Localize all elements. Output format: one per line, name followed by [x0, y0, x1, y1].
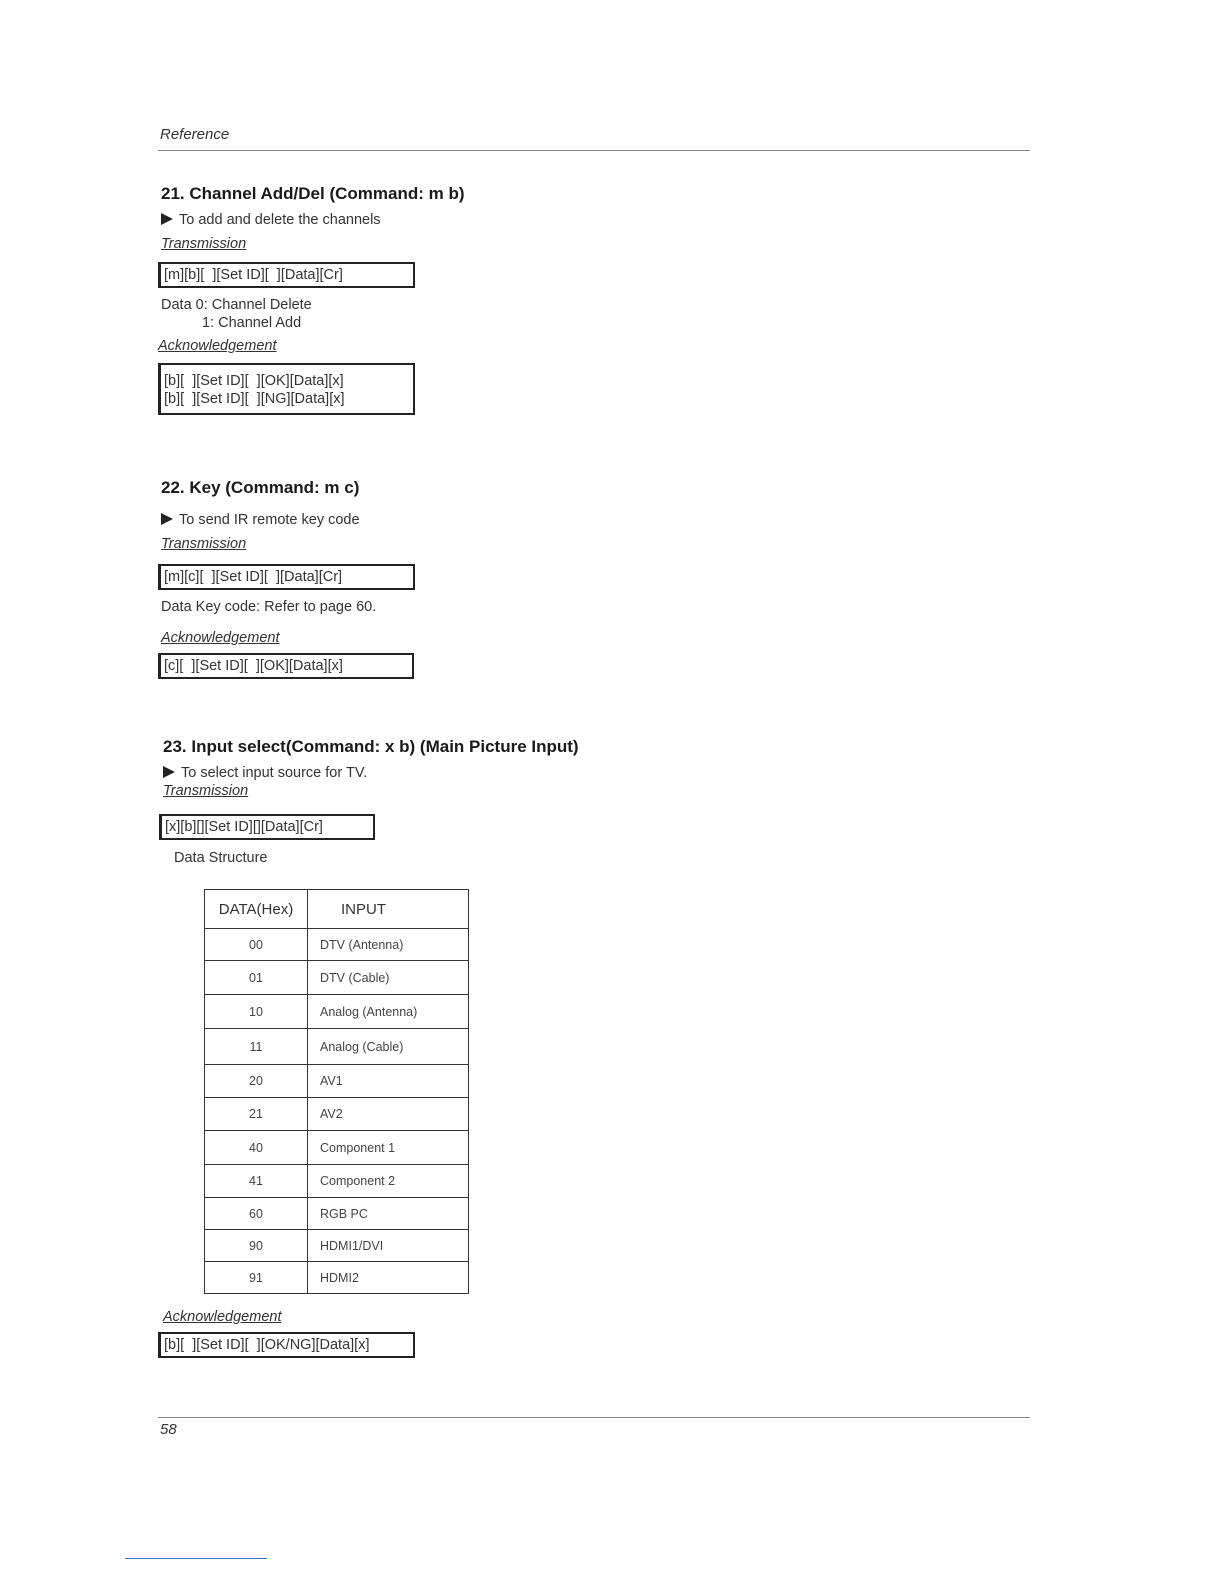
input-cell: Analog (Antenna)	[308, 995, 469, 1029]
hex-cell: 21	[205, 1098, 308, 1131]
bottom-accent-line	[125, 1558, 267, 1559]
section-22-ack-box	[158, 653, 414, 679]
page-number: 58	[160, 1421, 177, 1438]
section-21-ack-label: Acknowledgement	[158, 338, 277, 354]
input-cell: HDMI1/DVI	[308, 1230, 469, 1262]
hex-cell: 10	[205, 995, 308, 1029]
table-row	[205, 961, 469, 995]
input-cell: DTV (Cable)	[308, 961, 469, 995]
section-22-transmission-label: Transmission	[161, 536, 247, 552]
table-row	[205, 1029, 469, 1065]
table-row	[205, 1262, 469, 1294]
section-23-ack-box	[158, 1332, 415, 1358]
table-row	[205, 1065, 469, 1098]
table-row	[205, 995, 469, 1029]
table-header-input: INPUT	[308, 890, 469, 929]
table-row	[205, 1131, 469, 1165]
section-21-ack-box	[158, 363, 415, 415]
section-23-transmission-box	[159, 814, 375, 840]
hex-cell: 20	[205, 1065, 308, 1098]
table-header-row	[205, 890, 469, 929]
table-row	[205, 1198, 469, 1230]
section-22-heading: 22. Key (Command: m c)	[161, 478, 360, 497]
table-header-hex: DATA(Hex)	[205, 890, 308, 929]
input-cell: RGB PC	[308, 1198, 469, 1230]
data-structure-label: Data Structure	[174, 850, 268, 866]
section-23-heading: 23. Input select(Command: x b) (Main Picture Input)	[163, 737, 579, 756]
table-row	[205, 929, 469, 961]
running-header: Reference	[160, 126, 230, 143]
section-23-ack-label: Acknowledgement	[163, 1309, 282, 1325]
header-rule	[158, 150, 1030, 151]
input-cell: AV1	[308, 1065, 469, 1098]
transmission-command: [m][b][ ][Set ID][ ][Data][Cr]	[164, 267, 343, 283]
section-22-ack-label: Acknowledgement	[161, 630, 280, 646]
hex-cell: 40	[205, 1131, 308, 1165]
section-22-data-line: Data Key code: Refer to page 60.	[161, 599, 377, 615]
bullet-arrow-icon	[161, 213, 173, 225]
input-cell: Analog (Cable)	[308, 1029, 469, 1065]
section-21-transmission-label: Transmission	[161, 236, 247, 252]
ack-command: [b][ ][Set ID][ ][NG][Data][x]	[164, 391, 345, 407]
section-21-transmission-box	[158, 262, 415, 288]
hex-cell: 60	[205, 1198, 308, 1230]
ack-command: [c][ ][Set ID][ ][OK][Data][x]	[164, 658, 343, 674]
ack-command: [b][ ][Set ID][ ][OK/NG][Data][x]	[164, 1337, 370, 1353]
hex-cell: 01	[205, 961, 308, 995]
section-21-data-line-2: 1: Channel Add	[202, 315, 302, 331]
hex-cell: 00	[205, 929, 308, 961]
input-cell: AV2	[308, 1098, 469, 1131]
hex-cell: 11	[205, 1029, 308, 1065]
input-cell: Component 1	[308, 1131, 469, 1165]
table-row	[205, 1098, 469, 1131]
input-cell: HDMI2	[308, 1262, 469, 1294]
footer-rule	[158, 1417, 1030, 1418]
section-22-transmission-box	[158, 564, 415, 590]
hex-cell: 91	[205, 1262, 308, 1294]
section-21-heading: 21. Channel Add/Del (Command: m b)	[161, 184, 465, 203]
section-21-description: To add and delete the channels	[161, 212, 381, 228]
input-cell: Component 2	[308, 1165, 469, 1198]
hex-cell: 90	[205, 1230, 308, 1262]
section-23-transmission-label: Transmission	[163, 783, 249, 799]
table-row	[205, 1230, 469, 1262]
transmission-command: [x][b][][Set ID][][Data][Cr]	[165, 819, 323, 835]
section-22-description: To send IR remote key code	[161, 512, 360, 528]
input-cell: DTV (Antenna)	[308, 929, 469, 961]
section-23-description: To select input source for TV.	[163, 765, 367, 781]
section-21-data-line-1: Data 0: Channel Delete	[161, 297, 312, 313]
hex-cell: 41	[205, 1165, 308, 1198]
transmission-command: [m][c][ ][Set ID][ ][Data][Cr]	[164, 569, 343, 585]
bullet-arrow-icon	[161, 513, 173, 525]
ack-command: [b][ ][Set ID][ ][OK][Data][x]	[164, 373, 344, 389]
input-data-table	[204, 889, 469, 1294]
table-row	[205, 1165, 469, 1198]
bullet-arrow-icon	[163, 766, 175, 778]
